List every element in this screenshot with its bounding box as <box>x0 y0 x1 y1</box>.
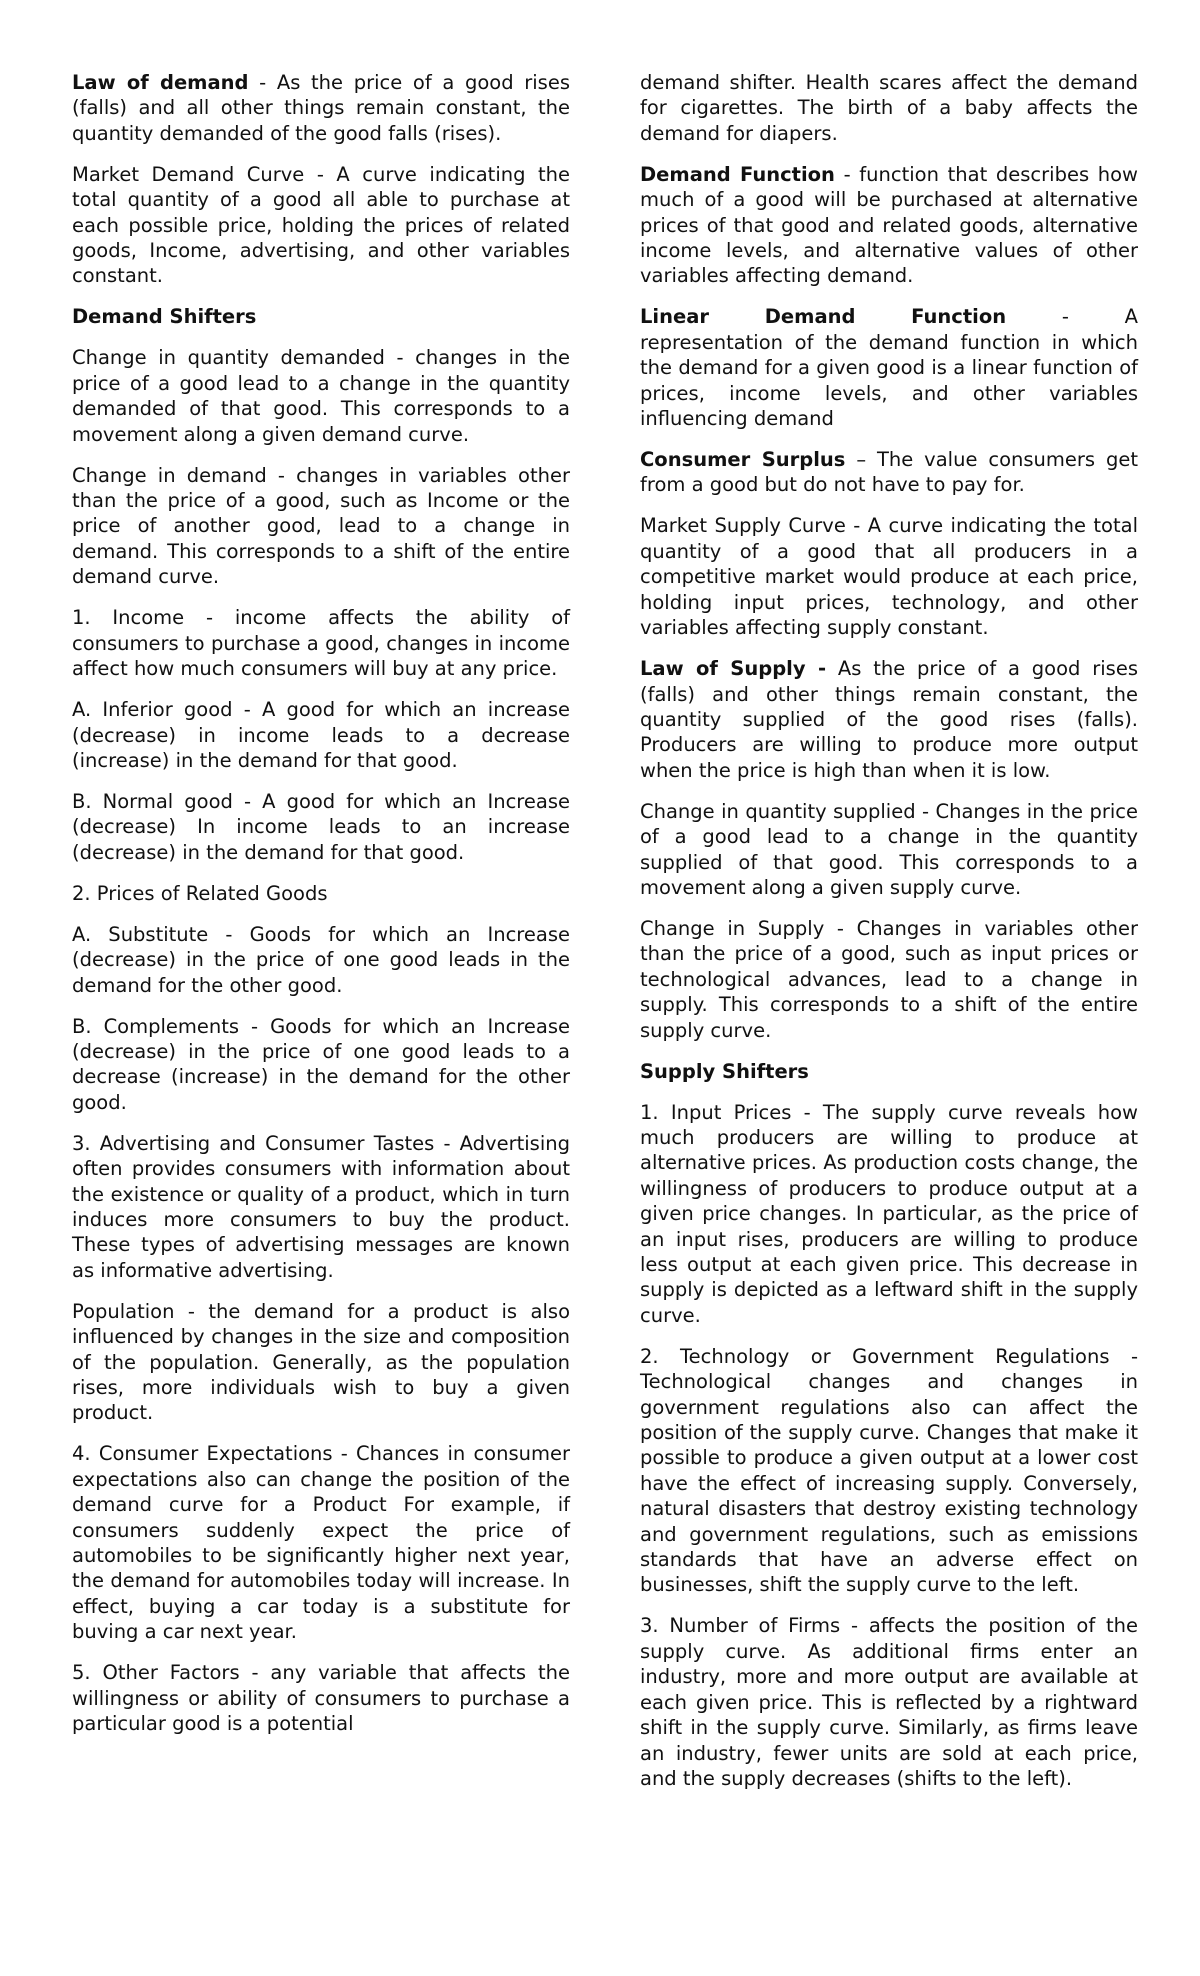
linear-demand-function-text: representation of the demand function in which the demand for a given good is a linear function of prices, income levels, and other variables influencing demand <box>640 330 1138 431</box>
market-supply-curve-paragraph: Market Supply Curve - A curve indicating the total quantity of a good that all producers in a competitive market would produce at each price, holding input prices, technology, and other variables affecting supply constant. <box>640 514 1138 640</box>
inferior-good-paragraph: A. Inferior good - A good for which an increase (decrease) in income leads to a decrease (increase) in the demand for that good. <box>72 698 570 772</box>
right-column <box>640 70 1138 1976</box>
complements-paragraph: B. Complements - Goods for which an Increase (decrease) in the price of one good leads to a decrease (increase) in the demand for the other good. <box>72 1014 570 1114</box>
term-article: A <box>1124 305 1138 329</box>
demand-term-word: Demand <box>764 305 856 329</box>
demand-shifters-heading: Demand Shifters <box>72 305 257 329</box>
law-of-supply-text: As the price of a good rises (falls) and other things remain constant, the quantity supplied of the good rises (falls). Producers are willing to produce more output when the price is high than when it is low. <box>640 657 1138 782</box>
number-of-firms-paragraph: 3. Number of Firms - affects the position of the supply curve. As additional firms enter an industry, more and more output are available at each given price. This is reflected by a rightward shift in the supply curve. Similarly, as firms leave an industry, fewer units are sold at each price, and the supply decreases (shifts to the left). <box>640 1614 1138 1790</box>
demand-function-text: - function that describes how much of a good will be purchased at alternative prices of that good and related goods, alternative income levels, and alternative values of other variables affecting demand. <box>640 162 1139 288</box>
supply-shifters-heading: Supply Shifters <box>640 1059 809 1083</box>
consumer-expectations-paragraph: 4. Consumer Expectations - Chances in consumer expectations also can change the position of the demand curve for a Product For example, if consumers suddenly expect the price of automobiles to be significantly higher next year, the demand for automobiles today will increase. In effect, buying a car today is a substitute for buving a car next year. <box>72 1442 570 1644</box>
population-paragraph: Population - the demand for a product is also influenced by changes in the size and composition of the population. Generally, as the population rises, more individuals wish to buy a given product. <box>72 1299 570 1425</box>
change-in-quantity-demanded-paragraph: Change in quantity demanded - changes in the price of a good lead to a change in the quantity demanded of that good. This corresponds to a movement along a given demand curve. <box>72 346 570 446</box>
law-of-demand-paragraph <box>72 70 570 146</box>
linear-demand-function-paragraph <box>640 304 1138 431</box>
other-factors-continued-paragraph: demand shifter. Health scares affect the demand for cigarettes. The birth of a baby affects the demand for diapers. <box>640 71 1138 145</box>
law-of-supply-paragraph <box>640 656 1138 783</box>
change-in-supply-paragraph: Change in Supply - Changes in variables other than the price of a good, such as input prices or technological advances, lead to a change in supply. This corresponds to a shift of the entire supply curve. <box>640 916 1138 1042</box>
linear-term-word: Linear <box>640 305 709 329</box>
law-of-demand-text: - As the price of a good rises (falls) and all other things remain constant, the quantity demanded of the good falls (rises). <box>72 71 570 145</box>
demand-function-term: Demand Function <box>640 162 835 186</box>
technology-paragraph: 2. Technology or Government Regulations - Technological changes and changes in government regulations also can affect the position of the supply curve. Changes that make it possible to produce a given output at a lower cost have the effect of increasing supply. Conversely, natural disasters that destroy existing technology and government regulations, such as emissions standards that have an adverse effect on businesses, shift the supply curve to the left. <box>640 1344 1138 1597</box>
income-paragraph: 1. Income - income affects the ability of consumers to purchase a good, changes in income affect how much consumers will buy at any price. <box>72 606 570 681</box>
law-of-supply-term: Law of Supply - <box>640 657 827 681</box>
consumer-surplus-text: – The value consumers get from a good but do not have to pay for. <box>640 448 1138 497</box>
term-dash: - <box>1061 305 1069 329</box>
law-of-demand-term: Law of demand <box>72 71 249 94</box>
market-demand-curve-paragraph: Market Demand Curve - A curve indicating the total quantity of a good all able to purchase at each possible price, holding the prices of related goods, Income, advertising, and other variables constant. <box>72 162 570 288</box>
prices-related-goods-paragraph: 2. Prices of Related Goods <box>72 881 328 905</box>
input-prices-paragraph: 1. Input Prices - The supply curve reveals how much producers are willing to produce at alternative prices. As production costs change, the willingness of producers to produce output at a given price changes. In particular, as the price of an input rises, producers are willing to produce less output at each given price. This decrease in supply is depicted as a leftward shift in the supply curve. <box>640 1100 1138 1327</box>
change-in-quantity-supplied-paragraph: Change in quantity supplied - Changes in the price of a good lead to a change in the quantity supplied of that good. This corresponds to a movement along a given supply curve. <box>640 799 1138 899</box>
function-term-word: Function <box>911 305 1007 329</box>
normal-good-paragraph: B. Normal good - A good for which an Increase (decrease) In income leads to an increase (decrease) in the demand for that good. <box>72 789 570 864</box>
left-column <box>72 70 570 1976</box>
change-in-demand-paragraph: Change in demand - changes in variables other than the price of a good, such as Income or the price of another good, lead to a change in demand. This corresponds to a shift of the entire demand curve. <box>72 463 570 589</box>
consumer-surplus-paragraph <box>640 447 1138 498</box>
demand-function-paragraph <box>640 162 1138 289</box>
advertising-paragraph: 3. Advertising and Consumer Tastes - Advertising often provides consumers with information about the existence or quality of a product, which in turn induces more consumers to buy the product. These types of advertising messages are known as informative advertising. <box>72 1131 570 1282</box>
other-factors-paragraph: 5. Other Factors - any variable that affects the willingness or ability of consumers to purchase a particular good is a potential <box>72 1661 570 1736</box>
consumer-surplus-term: Consumer Surplus <box>640 448 846 472</box>
substitute-paragraph: A. Substitute - Goods for which an Increase (decrease) in the price of one good leads in the demand for the other good. <box>72 922 570 997</box>
linear-demand-function-term-line <box>640 304 1138 329</box>
